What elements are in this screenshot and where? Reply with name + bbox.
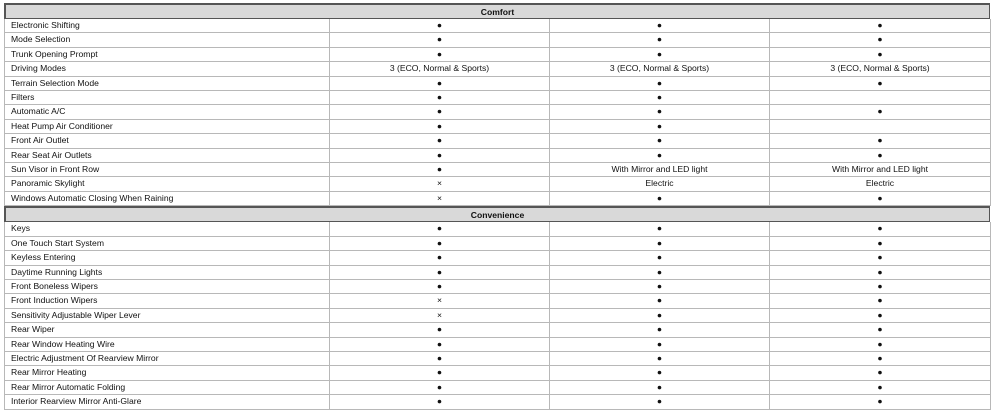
feature-value: ●	[550, 19, 770, 33]
feature-label: One Touch Start System	[5, 236, 330, 250]
section-title: Convenience	[470, 209, 525, 220]
feature-label: Sensitivity Adjustable Wiper Lever	[5, 308, 330, 322]
feature-value: ●	[770, 366, 991, 380]
feature-value: ●	[770, 19, 991, 33]
feature-value: ●	[770, 395, 991, 409]
table-row	[5, 294, 991, 308]
feature-value: ●	[770, 265, 991, 279]
feature-label: Sun Visor in Front Row	[5, 163, 330, 177]
feature-value: ●	[770, 222, 991, 236]
feature-value: ●	[550, 105, 770, 119]
feature-value: 3 (ECO, Normal & Sports)	[550, 62, 770, 76]
feature-value: ●	[550, 148, 770, 162]
feature-value: ●	[770, 47, 991, 61]
feature-value: ●	[330, 91, 550, 105]
feature-value: ●	[770, 294, 991, 308]
feature-value: Electric	[770, 177, 991, 191]
table-row	[5, 177, 991, 191]
feature-label: Windows Automatic Closing When Raining	[5, 191, 330, 205]
feature-value: ●	[550, 251, 770, 265]
feature-label: Mode Selection	[5, 33, 330, 47]
feature-value: ×	[330, 308, 550, 322]
feature-value: ●	[330, 366, 550, 380]
feature-value: ●	[330, 337, 550, 351]
feature-value: ●	[770, 337, 991, 351]
feature-value: Electric	[550, 177, 770, 191]
feature-value: ●	[550, 337, 770, 351]
feature-value: ×	[330, 191, 550, 205]
feature-value: ×	[330, 294, 550, 308]
feature-value: ●	[770, 323, 991, 337]
feature-value: ●	[770, 33, 991, 47]
feature-label: Rear Mirror Heating	[5, 366, 330, 380]
section-header-convenience	[4, 206, 990, 222]
feature-label: Heat Pump Air Conditioner	[5, 119, 330, 133]
feature-value: ●	[550, 191, 770, 205]
table-row	[5, 279, 991, 293]
feature-value: ●	[550, 380, 770, 394]
table-row	[5, 323, 991, 337]
feature-value: ●	[550, 294, 770, 308]
feature-value: ●	[330, 163, 550, 177]
feature-value: ●	[550, 47, 770, 61]
feature-value: ●	[770, 380, 991, 394]
table-row	[5, 366, 991, 380]
feature-value	[770, 91, 991, 105]
feature-value: ●	[770, 148, 991, 162]
feature-label: Rear Wiper	[5, 323, 330, 337]
table-row	[5, 76, 991, 90]
feature-value: ●	[770, 236, 991, 250]
feature-value: ●	[330, 251, 550, 265]
feature-value: ●	[550, 33, 770, 47]
feature-value: ●	[550, 323, 770, 337]
table-row	[5, 351, 991, 365]
feature-value: ●	[770, 76, 991, 90]
table-row	[5, 105, 991, 119]
table-row	[5, 62, 991, 76]
feature-value: ●	[770, 105, 991, 119]
feature-label: Keyless Entering	[5, 251, 330, 265]
feature-value: ●	[770, 351, 991, 365]
feature-value: ●	[550, 76, 770, 90]
comfort-table	[4, 19, 991, 206]
section-title: Comfort	[480, 6, 515, 17]
feature-label: Panoramic Skylight	[5, 177, 330, 191]
feature-value: ●	[770, 251, 991, 265]
feature-value: ●	[330, 395, 550, 409]
feature-value: ●	[330, 323, 550, 337]
feature-value: ●	[330, 236, 550, 250]
feature-value: ●	[550, 222, 770, 236]
feature-value: ●	[550, 395, 770, 409]
feature-value: ●	[550, 119, 770, 133]
feature-value: ●	[330, 47, 550, 61]
table-row	[5, 119, 991, 133]
feature-value: ●	[550, 265, 770, 279]
feature-value: ●	[330, 279, 550, 293]
feature-value: ●	[330, 119, 550, 133]
feature-label: Terrain Selection Mode	[5, 76, 330, 90]
feature-label: Automatic A/C	[5, 105, 330, 119]
table-row	[5, 19, 991, 33]
feature-label: Front Boneless Wipers	[5, 279, 330, 293]
table-row	[5, 251, 991, 265]
feature-value: ●	[550, 134, 770, 148]
feature-value: With Mirror and LED light	[550, 163, 770, 177]
table-row	[5, 33, 991, 47]
feature-value: ×	[330, 177, 550, 191]
table-row	[5, 47, 991, 61]
feature-value: ●	[330, 76, 550, 90]
table-row	[5, 148, 991, 162]
feature-value: ●	[770, 134, 991, 148]
table-row	[5, 91, 991, 105]
feature-value: ●	[330, 33, 550, 47]
feature-value: ●	[330, 148, 550, 162]
table-row	[5, 308, 991, 322]
table-row	[5, 163, 991, 177]
feature-value: ●	[330, 265, 550, 279]
feature-value: With Mirror and LED light	[770, 163, 991, 177]
table-row	[5, 134, 991, 148]
feature-label: Rear Seat Air Outlets	[5, 148, 330, 162]
feature-value: ●	[330, 380, 550, 394]
feature-label: Driving Modes	[5, 62, 330, 76]
feature-value: ●	[330, 222, 550, 236]
feature-label: Electronic Shifting	[5, 19, 330, 33]
feature-label: Rear Mirror Automatic Folding	[5, 380, 330, 394]
feature-label: Keys	[5, 222, 330, 236]
feature-value: ●	[550, 236, 770, 250]
feature-value: ●	[770, 191, 991, 205]
feature-value: ●	[330, 351, 550, 365]
feature-label: Front Air Outlet	[5, 134, 330, 148]
table-row	[5, 265, 991, 279]
feature-value: ●	[550, 91, 770, 105]
table-row	[5, 380, 991, 394]
feature-value: ●	[550, 366, 770, 380]
feature-value: ●	[330, 105, 550, 119]
feature-value: ●	[770, 279, 991, 293]
feature-value: ●	[550, 351, 770, 365]
feature-value: 3 (ECO, Normal & Sports)	[330, 62, 550, 76]
feature-label: Electric Adjustment Of Rearview Mirror	[5, 351, 330, 365]
section-header-comfort	[4, 3, 990, 19]
table-row	[5, 236, 991, 250]
feature-value: 3 (ECO, Normal & Sports)	[770, 62, 991, 76]
feature-value: ●	[330, 19, 550, 33]
table-row	[5, 222, 991, 236]
table-row	[5, 395, 991, 409]
table-row	[5, 337, 991, 351]
feature-label: Front Induction Wipers	[5, 294, 330, 308]
feature-value: ●	[550, 279, 770, 293]
feature-label: Daytime Running Lights	[5, 265, 330, 279]
convenience-table	[4, 222, 991, 409]
spec-table	[4, 3, 990, 410]
table-row	[5, 191, 991, 205]
feature-label: Rear Window Heating Wire	[5, 337, 330, 351]
feature-label: Trunk Opening Prompt	[5, 47, 330, 61]
feature-value: ●	[770, 308, 991, 322]
feature-value	[770, 119, 991, 133]
feature-label: Interior Rearview Mirror Anti-Glare	[5, 395, 330, 409]
feature-label: Filters	[5, 91, 330, 105]
feature-value: ●	[550, 308, 770, 322]
feature-value: ●	[330, 134, 550, 148]
